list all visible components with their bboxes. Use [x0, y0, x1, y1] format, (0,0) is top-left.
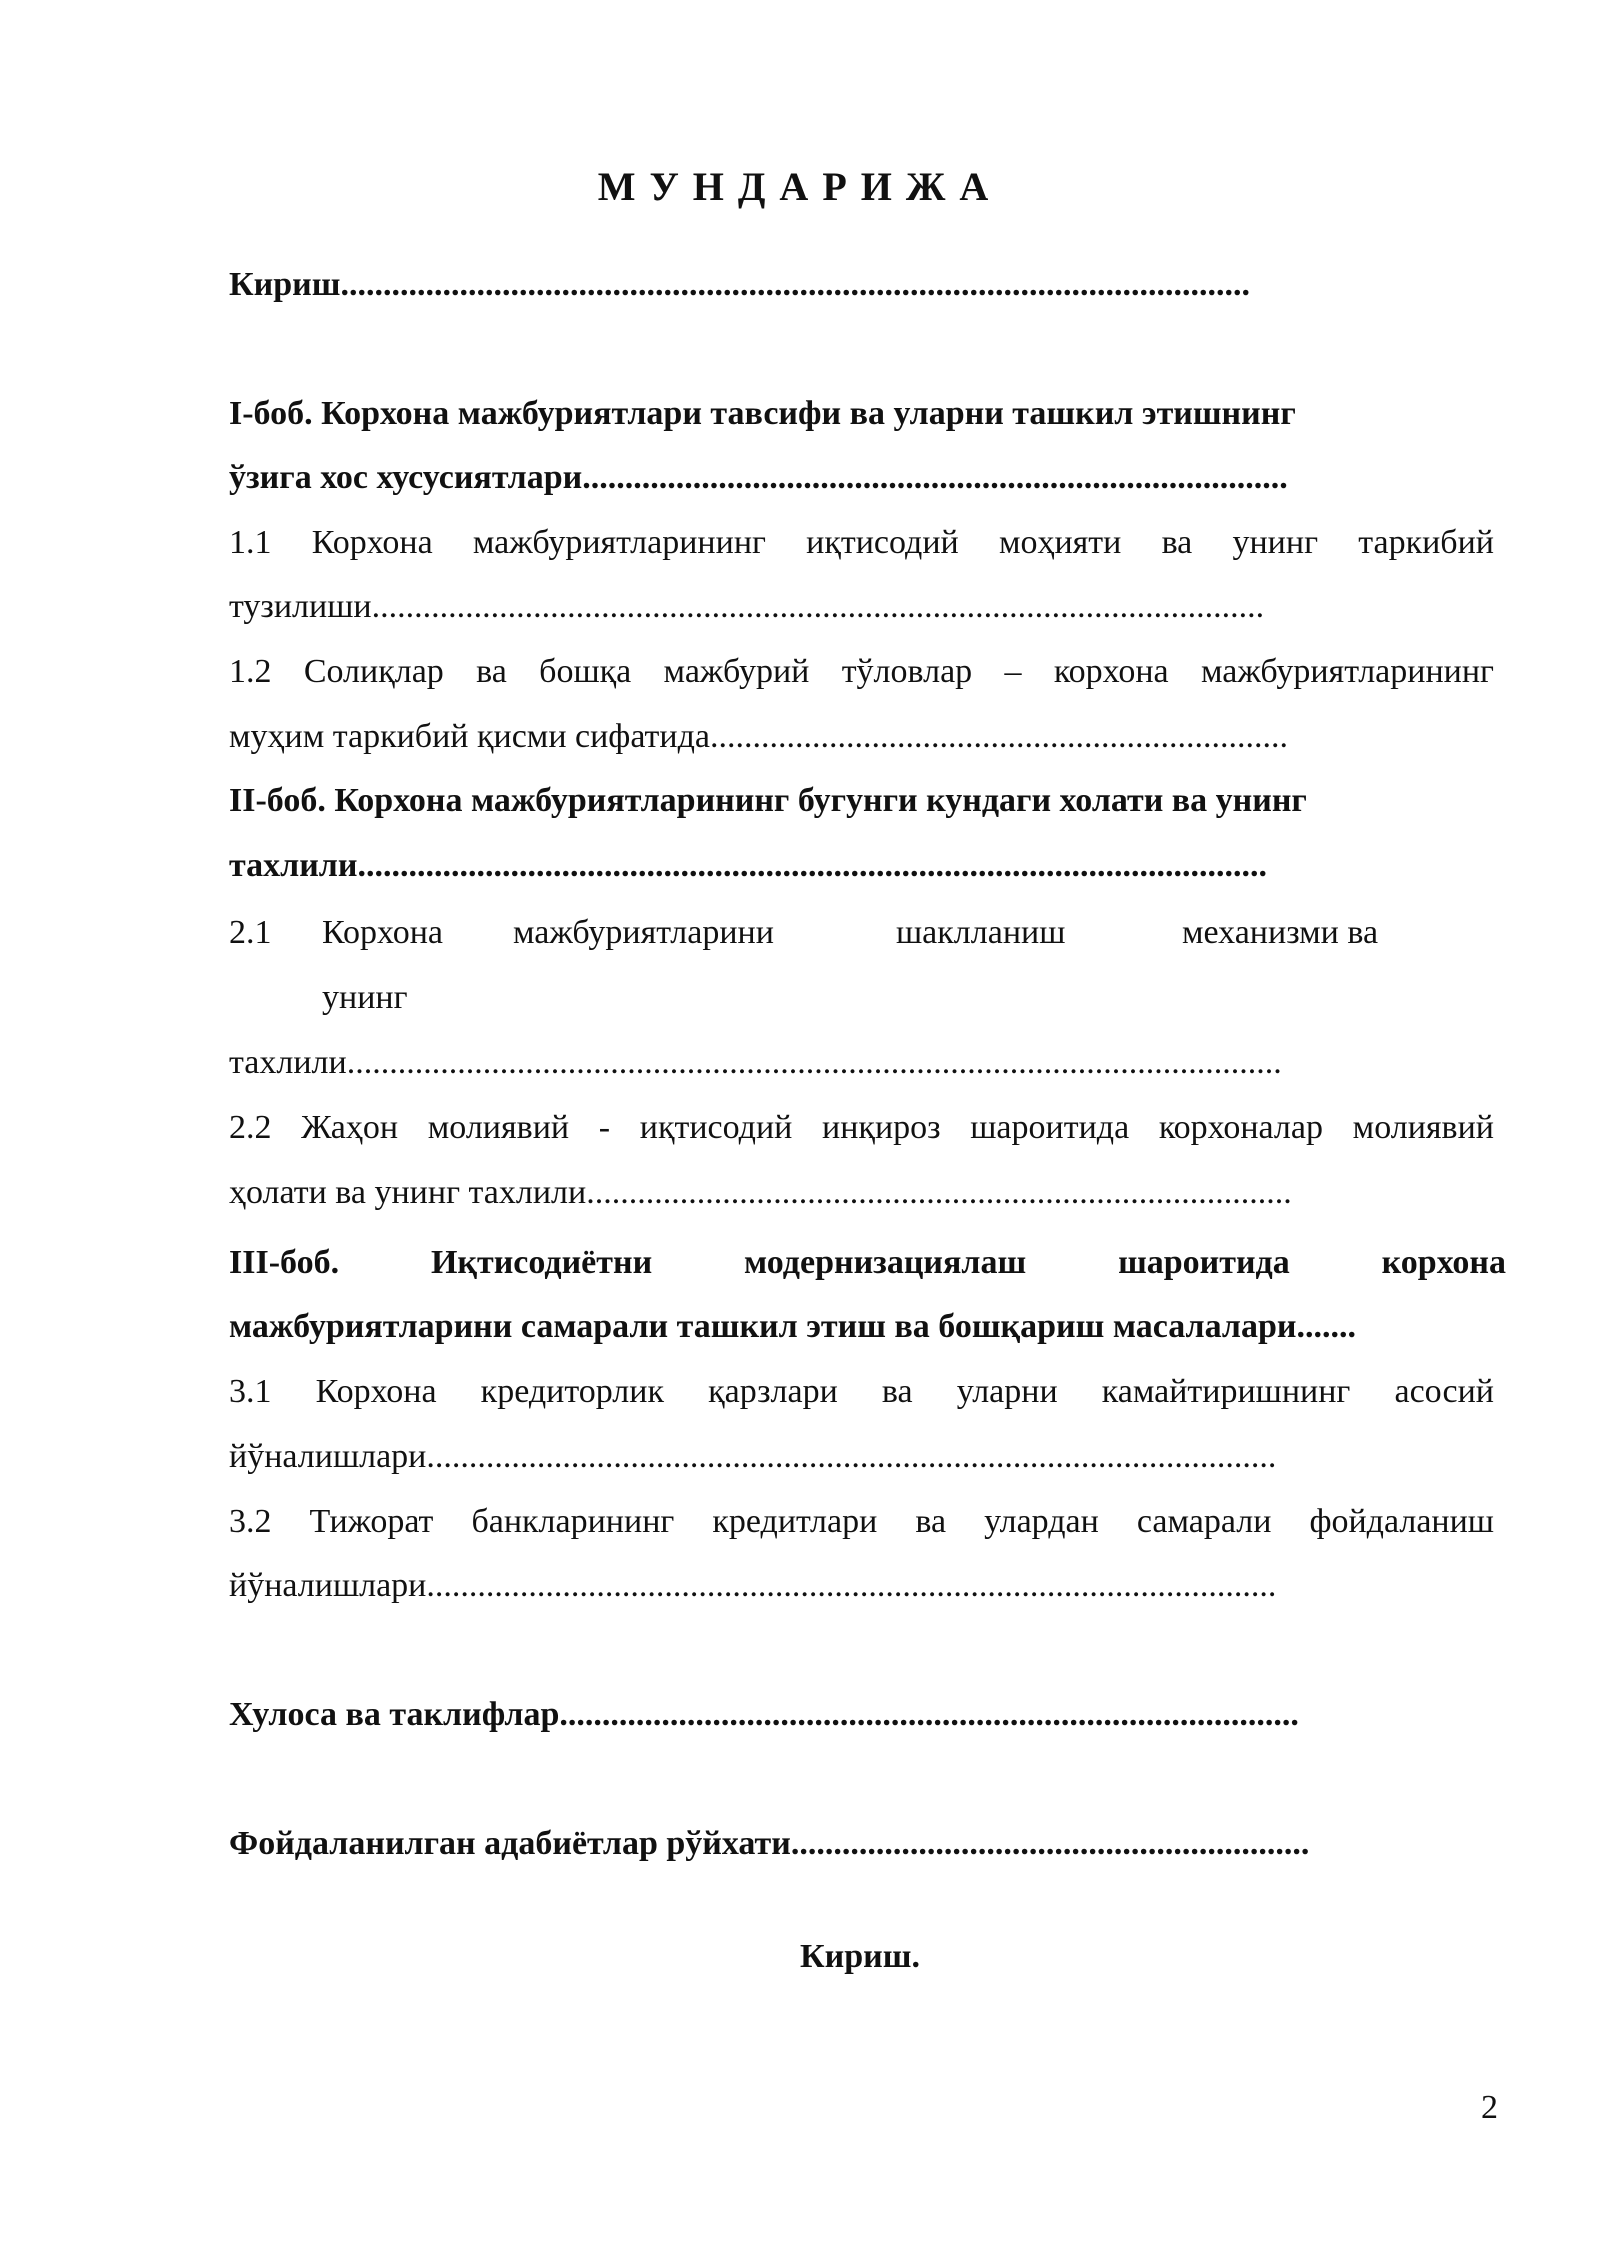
toc-section-1-1-line-1: 1.1 Корхона мажбуриятларининг иқтисодий моҳияти ва унинг таркибий: [229, 524, 1494, 561]
toc-section-2-1-word-2: мажбуриятларини: [513, 914, 774, 951]
toc-section-3-2-line-1: 3.2 Тижорат банкларининг кредитлари ва улардан самарали фойдаланиш: [229, 1503, 1494, 1540]
toc-section-1-1-line-2: тузилиши.........................................................................................................: [229, 588, 1265, 625]
toc-section-2-2-line-1: 2.2 Жаҳон молиявий - иқтисодий инқироз шароитида корхоналар молиявий: [229, 1109, 1494, 1146]
toc-section-2-1-number: 2.1: [229, 914, 272, 951]
toc-chapter-1-line-1: І-боб. Корхона мажбуриятлари тавсифи ва уларни ташкил этишнинг: [229, 395, 1296, 432]
page-number: 2: [1481, 2089, 1498, 2126]
toc-chapter-1-line-2: ўзига хос хусусиятлари...................................................................................: [229, 459, 1288, 496]
page-title: МУНДАРИЖА: [597, 164, 1003, 209]
toc-section-2-1-line-3: тахлили..............................................................................................................: [229, 1044, 1282, 1081]
toc-introduction: Кириш...........................................................................................................: [229, 266, 1250, 303]
toc-section-3-1-line-2: йўналишлари....................................................................................................: [229, 1438, 1277, 1475]
toc-chapter-3-line-1: ІІІ-боб. Иқтисодиётни модернизациялаш шароитида корхона: [229, 1244, 1506, 1281]
toc-section-2-2-line-2: ҳолати ва унинг тахлили...................................................................................: [229, 1174, 1292, 1211]
toc-section-1-2-line-1: 1.2 Солиқлар ва бошқа мажбурий тўловлар – корхона мажбуриятларининг: [229, 653, 1494, 690]
toc-section-2-1-word-3: шаклланиш: [896, 914, 1066, 951]
toc-section-2-1-word-1: Корхона: [322, 914, 443, 951]
toc-section-3-2-line-2: йўналишлари....................................................................................................: [229, 1567, 1277, 1604]
toc-section-3-1-line-1: 3.1 Корхона кредиторлик қарзлари ва уларни камайтиришнинг асосий: [229, 1373, 1494, 1410]
toc-references: Фойдаланилган адабиётлар рўйхати.............................................................: [229, 1825, 1310, 1862]
toc-section-1-2-line-2: муҳим таркибий қисми сифатида....................................................................: [229, 718, 1288, 755]
introduction-heading: Кириш.: [800, 1938, 920, 1975]
toc-chapter-2-line-2: тахлили...........................................................................................................: [229, 847, 1267, 884]
toc-chapter-2-line-1: ІІ-боб. Корхона мажбуриятларининг бугунги кундаги холати ва унинг: [229, 782, 1307, 819]
toc-section-2-1-line-2: унинг: [322, 979, 408, 1016]
toc-conclusion: Хулоса ва таклифлар.......................................................................................: [229, 1696, 1299, 1733]
toc-chapter-3-line-2: мажбуриятларини самарали ташкил этиш ва бошқариш масалалари.......: [229, 1308, 1356, 1345]
toc-section-2-1-word-4: механизми ва: [1182, 914, 1379, 951]
